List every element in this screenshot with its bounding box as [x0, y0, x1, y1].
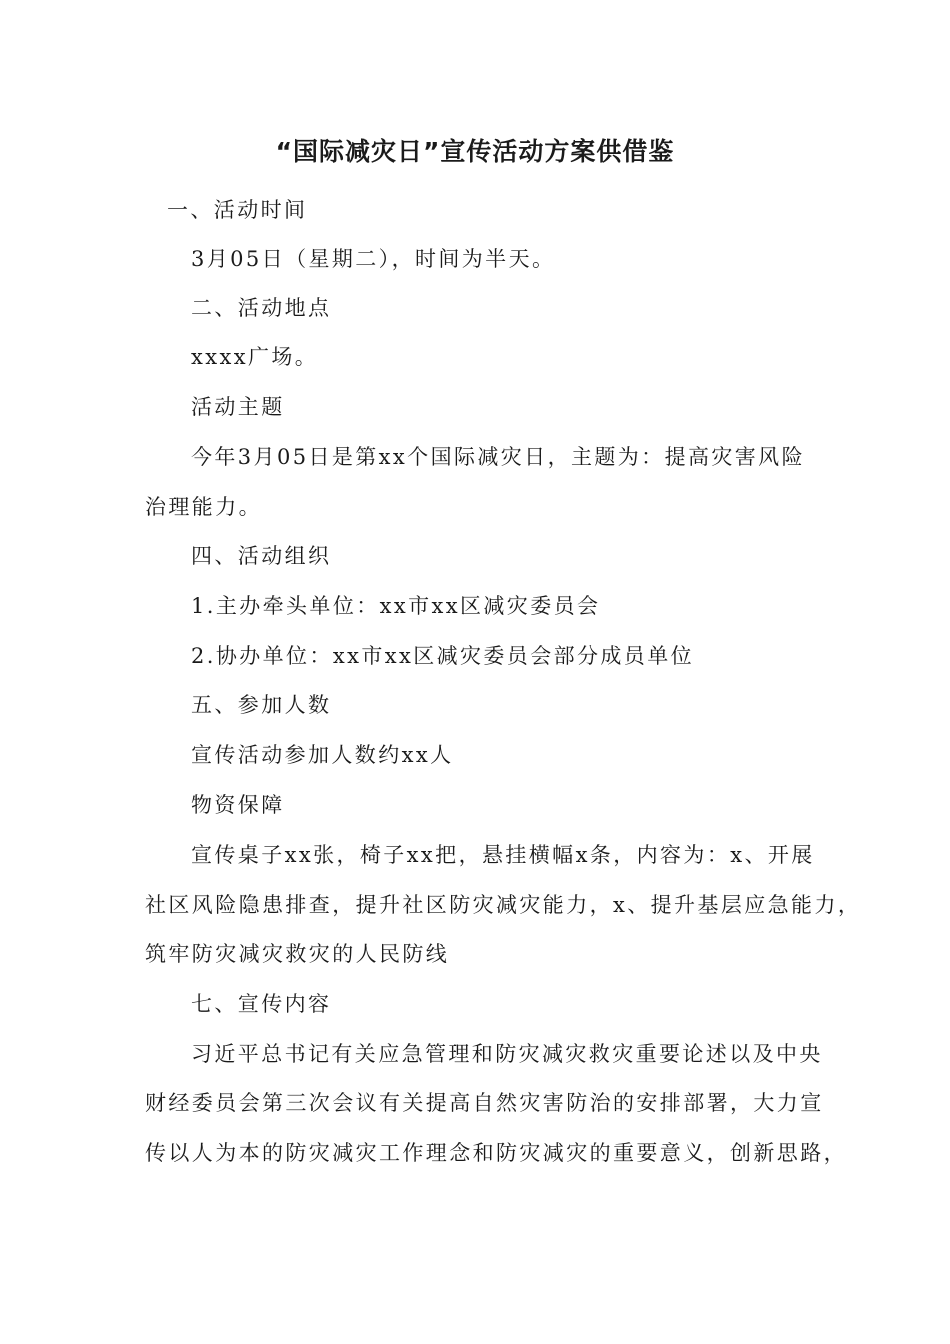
- paragraph-line: 传以人为本的防灾减灾工作理念和防灾减灾的重要意义，创新思路，: [145, 1141, 847, 1165]
- heading-activity-theme: 活动主题: [191, 395, 285, 419]
- paragraph-line: 习近平总书记有关应急管理和防灾减灾救灾重要论述以及中央: [191, 1042, 823, 1066]
- heading-publicity-content: 七、宣传内容: [191, 992, 332, 1016]
- heading-activity-organization: 四、活动组织: [191, 544, 332, 568]
- paragraph-line: xxxx广场。: [191, 345, 319, 369]
- paragraph-line: 宣传活动参加人数约xx人: [191, 743, 454, 767]
- heading-participants: 五、参加人数: [191, 693, 332, 717]
- paragraph-line: 3月05日（星期二），时间为半天。: [191, 247, 556, 271]
- paragraph-line: 1.主办牵头单位：xx市xx区减灾委员会: [191, 594, 601, 618]
- paragraph-line: 财经委员会第三次会议有关提高自然灾害防治的安排部署，大力宣: [145, 1091, 824, 1115]
- document-title: “国际减灾日”宣传活动方案供借鉴: [275, 137, 675, 166]
- heading-activity-location: 二、活动地点: [191, 296, 332, 320]
- heading-materials: 物资保障: [191, 793, 285, 817]
- heading-activity-time: 一、活动时间: [167, 198, 308, 222]
- paragraph-line: 2.协办单位：xx市xx区减灾委员会部分成员单位: [191, 644, 695, 668]
- paragraph-line: 治理能力。: [145, 495, 262, 519]
- paragraph-line: 宣传桌子xx张，椅子xx把，悬挂横幅x条，内容为：x、开展: [191, 843, 815, 867]
- paragraph-line: 社区风险隐患排查，提升社区防灾减灾能力，x、提升基层应急能力，: [145, 893, 862, 917]
- paragraph-line: 筑牢防灾减灾救灾的人民防线: [145, 942, 450, 966]
- paragraph-line: 今年3月05日是第xx个国际减灾日，主题为：提高灾害风险: [191, 445, 805, 469]
